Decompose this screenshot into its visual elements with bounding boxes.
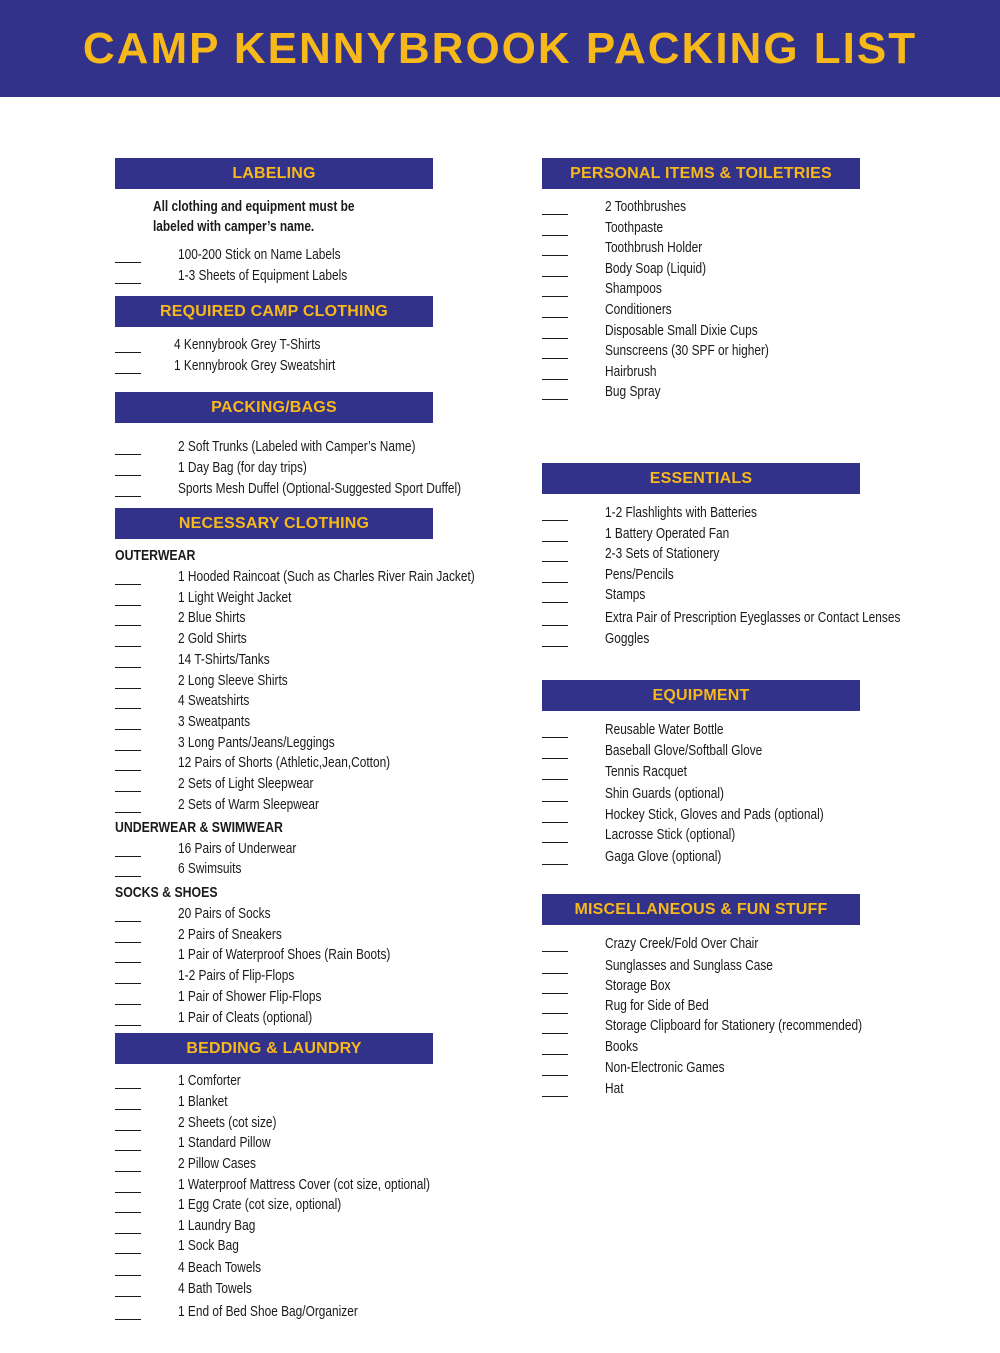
list-item: Storage Clipboard for Stationery (recommended): [605, 1018, 863, 1034]
checkbox-line[interactable]: [542, 864, 568, 865]
checkbox-line[interactable]: [542, 317, 568, 318]
checkbox-line[interactable]: [542, 951, 568, 952]
list-item: Non-Electronic Games: [605, 1060, 725, 1076]
list-item: 1 Kennybrook Grey Sweatshirt: [174, 358, 336, 374]
checkbox-line[interactable]: [115, 876, 141, 877]
checkbox-line[interactable]: [115, 750, 141, 751]
checkbox-line[interactable]: [115, 262, 141, 263]
checkbox-line[interactable]: [115, 605, 141, 606]
list-item: Sunscreens (30 SPF or higher): [605, 343, 769, 359]
checkbox-line[interactable]: [542, 1033, 568, 1034]
list-item: Stamps: [605, 587, 646, 603]
list-item: 4 Beach Towels: [178, 1260, 262, 1276]
checkbox-line[interactable]: [115, 791, 141, 792]
checkbox-line[interactable]: [542, 520, 568, 521]
list-item: Sports Mesh Duffel (Optional-Suggested Sport Duffel): [178, 481, 462, 497]
checkbox-line[interactable]: [542, 358, 568, 359]
list-item: 20 Pairs of Socks: [178, 906, 271, 922]
list-item: 4 Sweatshirts: [178, 693, 250, 709]
list-item: 1 Pair of Cleats (optional): [178, 1010, 313, 1026]
checkbox-line[interactable]: [115, 942, 141, 943]
checkbox-line[interactable]: [115, 625, 141, 626]
section-header-misc: MISCELLANEOUS & FUN STUFF: [542, 894, 860, 925]
list-item: 1 End of Bed Shoe Bag/Organizer: [178, 1304, 358, 1320]
checkbox-line[interactable]: [115, 1253, 141, 1254]
list-item: 6 Swimsuits: [178, 861, 242, 877]
list-item: 4 Bath Towels: [178, 1281, 252, 1297]
list-item: 2 Sets of Warm Sleepwear: [178, 797, 319, 813]
checkbox-line[interactable]: [542, 338, 568, 339]
checkbox-line[interactable]: [542, 779, 568, 780]
checkbox-line[interactable]: [542, 822, 568, 823]
checkbox-line[interactable]: [115, 1275, 141, 1276]
checkbox-line[interactable]: [115, 667, 141, 668]
section-header-necessary-clothing: NECESSARY CLOTHING: [115, 508, 433, 539]
list-item: Crazy Creek/Fold Over Chair: [605, 936, 759, 952]
title-banner: [0, 0, 1000, 97]
labeling-note-line2: labeled with camper’s name.: [153, 219, 315, 235]
checkbox-line[interactable]: [542, 993, 568, 994]
checkbox-line[interactable]: [115, 921, 141, 922]
checkbox-line[interactable]: [115, 646, 141, 647]
checkbox-line[interactable]: [542, 737, 568, 738]
checkbox-line[interactable]: [115, 812, 141, 813]
list-item: Reusable Water Bottle: [605, 722, 724, 738]
list-item: 1-2 Pairs of Flip-Flops: [178, 968, 295, 984]
checkbox-line[interactable]: [115, 856, 141, 857]
list-item: Disposable Small Dixie Cups: [605, 323, 758, 339]
list-item: Lacrosse Stick (optional): [605, 827, 736, 843]
list-item: 1 Standard Pillow: [178, 1135, 271, 1151]
checkbox-line[interactable]: [115, 1192, 141, 1193]
list-item: Hockey Stick, Gloves and Pads (optional): [605, 807, 824, 823]
list-item: 2 Gold Shirts: [178, 631, 247, 647]
list-item: 2 Soft Trunks (Labeled with Camper’s Name): [178, 439, 416, 455]
checkbox-line[interactable]: [542, 602, 568, 603]
list-item: Pens/Pencils: [605, 567, 674, 583]
list-item: 1 Day Bag (for day trips): [178, 460, 307, 476]
checkbox-line[interactable]: [542, 1013, 568, 1014]
subheading-underwear-swimwear: UNDERWEAR & SWIMWEAR: [115, 819, 283, 836]
checkbox-line[interactable]: [115, 1296, 141, 1297]
list-item: 1-3 Sheets of Equipment Labels: [178, 268, 348, 284]
checkbox-line[interactable]: [115, 1109, 141, 1110]
list-item: 1 Egg Crate (cot size, optional): [178, 1197, 342, 1213]
checkbox-line[interactable]: [115, 962, 141, 963]
list-item: 2 Pairs of Sneakers: [178, 927, 282, 943]
list-item: Toothpaste: [605, 220, 664, 236]
section-header-personal-items: PERSONAL ITEMS & TOILETRIES: [542, 158, 860, 189]
list-item: Sunglasses and Sunglass Case: [605, 958, 773, 974]
list-item: Toothbrush Holder: [605, 240, 703, 256]
list-item: Shin Guards (optional): [605, 786, 724, 802]
checkbox-line[interactable]: [115, 983, 141, 984]
list-item: 1 Sock Bag: [178, 1238, 239, 1254]
checkbox-line[interactable]: [542, 1054, 568, 1055]
list-item: 3 Sweatpants: [178, 714, 251, 730]
checkbox-line[interactable]: [115, 1212, 141, 1213]
section-header-packing-bags: PACKING/BAGS: [115, 392, 433, 423]
list-item: Shampoos: [605, 281, 662, 297]
checkbox-line[interactable]: [542, 801, 568, 802]
checkbox-line[interactable]: [115, 708, 141, 709]
checkbox-line[interactable]: [542, 646, 568, 647]
checkbox-line[interactable]: [542, 399, 568, 400]
list-item: 2 Sets of Light Sleepwear: [178, 776, 314, 792]
section-header-labeling: LABELING: [115, 158, 433, 189]
checkbox-line[interactable]: [115, 1319, 141, 1320]
list-item: 1 Pair of Waterproof Shoes (Rain Boots): [178, 947, 391, 963]
checkbox-line[interactable]: [115, 729, 141, 730]
checkbox-line[interactable]: [115, 1088, 141, 1089]
checkbox-line[interactable]: [115, 584, 141, 585]
checkbox-line[interactable]: [115, 283, 141, 284]
section-header-required-clothing: REQUIRED CAMP CLOTHING: [115, 296, 433, 327]
list-item: Hairbrush: [605, 364, 657, 380]
list-item: 1 Laundry Bag: [178, 1218, 256, 1234]
list-item: 1 Waterproof Mattress Cover (cot size, optional): [178, 1177, 430, 1193]
list-item: 100-200 Stick on Name Labels: [178, 247, 341, 263]
list-item: 1 Pair of Shower Flip-Flops: [178, 989, 322, 1005]
list-item: 16 Pairs of Underwear: [178, 841, 297, 857]
checkbox-line[interactable]: [542, 541, 568, 542]
checkbox-line[interactable]: [115, 688, 141, 689]
section-header-bedding-laundry: BEDDING & LAUNDRY: [115, 1033, 433, 1064]
section-header-essentials: ESSENTIALS: [542, 463, 860, 494]
list-item: Books: [605, 1039, 639, 1055]
checkbox-line[interactable]: [542, 842, 568, 843]
list-item: Hat: [605, 1081, 624, 1097]
labeling-note-line1: All clothing and equipment must be: [153, 199, 355, 215]
checkbox-line[interactable]: [115, 1233, 141, 1234]
checkbox-line[interactable]: [542, 625, 568, 626]
checkbox-line[interactable]: [115, 1171, 141, 1172]
checkbox-line[interactable]: [542, 973, 568, 974]
list-item: Storage Box: [605, 978, 671, 994]
checkbox-line[interactable]: [542, 1096, 568, 1097]
list-item: 4 Kennybrook Grey T-Shirts: [174, 337, 321, 353]
list-item: 2 Pillow Cases: [178, 1156, 256, 1172]
list-item: 12 Pairs of Shorts (Athletic,Jean,Cotton): [178, 755, 391, 771]
checkbox-line[interactable]: [115, 475, 141, 476]
list-item: 1 Battery Operated Fan: [605, 526, 730, 542]
checkbox-line[interactable]: [115, 1025, 141, 1026]
checkbox-line[interactable]: [542, 276, 568, 277]
section-header-equipment: EQUIPMENT: [542, 680, 860, 711]
list-item: Gaga Glove (optional): [605, 849, 722, 865]
checkbox-line[interactable]: [115, 770, 141, 771]
checkbox-line[interactable]: [542, 255, 568, 256]
checkbox-line[interactable]: [542, 235, 568, 236]
checkbox-line[interactable]: [542, 758, 568, 759]
list-item: 2 Sheets (cot size): [178, 1115, 277, 1131]
checkbox-line[interactable]: [115, 496, 141, 497]
list-item: Body Soap (Liquid): [605, 261, 707, 277]
list-item: 1 Blanket: [178, 1094, 228, 1110]
list-item: 2 Blue Shirts: [178, 610, 246, 626]
list-item: 3 Long Pants/Jeans/Leggings: [178, 735, 335, 751]
checkbox-line[interactable]: [115, 1130, 141, 1131]
list-item: Tennis Racquet: [605, 764, 687, 780]
checkbox-line[interactable]: [542, 214, 568, 215]
list-item: 14 T-Shirts/Tanks: [178, 652, 270, 668]
subheading-socks-shoes: SOCKS & SHOES: [115, 884, 218, 901]
list-item: 2-3 Sets of Stationery: [605, 546, 720, 562]
checkbox-line[interactable]: [542, 1075, 568, 1076]
list-item: Baseball Glove/Softball Glove: [605, 743, 763, 759]
list-item: 2 Long Sleeve Shirts: [178, 673, 288, 689]
checkbox-line[interactable]: [542, 296, 568, 297]
checkbox-line[interactable]: [542, 582, 568, 583]
checkbox-line[interactable]: [115, 373, 141, 374]
page-title: CAMP KENNYBROOK PACKING LIST: [82, 23, 918, 73]
list-item: Bug Spray: [605, 384, 661, 400]
list-item: Extra Pair of Prescription Eyeglasses or Contact Lenses: [605, 610, 901, 626]
checkbox-line[interactable]: [542, 379, 568, 380]
checkbox-line[interactable]: [115, 1150, 141, 1151]
list-item: Rug for Side of Bed: [605, 998, 709, 1014]
list-item: 1 Light Weight Jacket: [178, 590, 292, 606]
list-item: 1-2 Flashlights with Batteries: [605, 505, 757, 521]
list-item: Conditioners: [605, 302, 672, 318]
checkbox-line[interactable]: [115, 454, 141, 455]
list-item: 1 Comforter: [178, 1073, 241, 1089]
subheading-outerwear: OUTERWEAR: [115, 547, 196, 564]
checkbox-line[interactable]: [542, 561, 568, 562]
list-item: Goggles: [605, 631, 650, 647]
checkbox-line[interactable]: [115, 352, 141, 353]
checkbox-line[interactable]: [115, 1004, 141, 1005]
list-item: 2 Toothbrushes: [605, 199, 687, 215]
list-item: 1 Hooded Raincoat (Such as Charles River Rain Jacket): [178, 569, 475, 585]
